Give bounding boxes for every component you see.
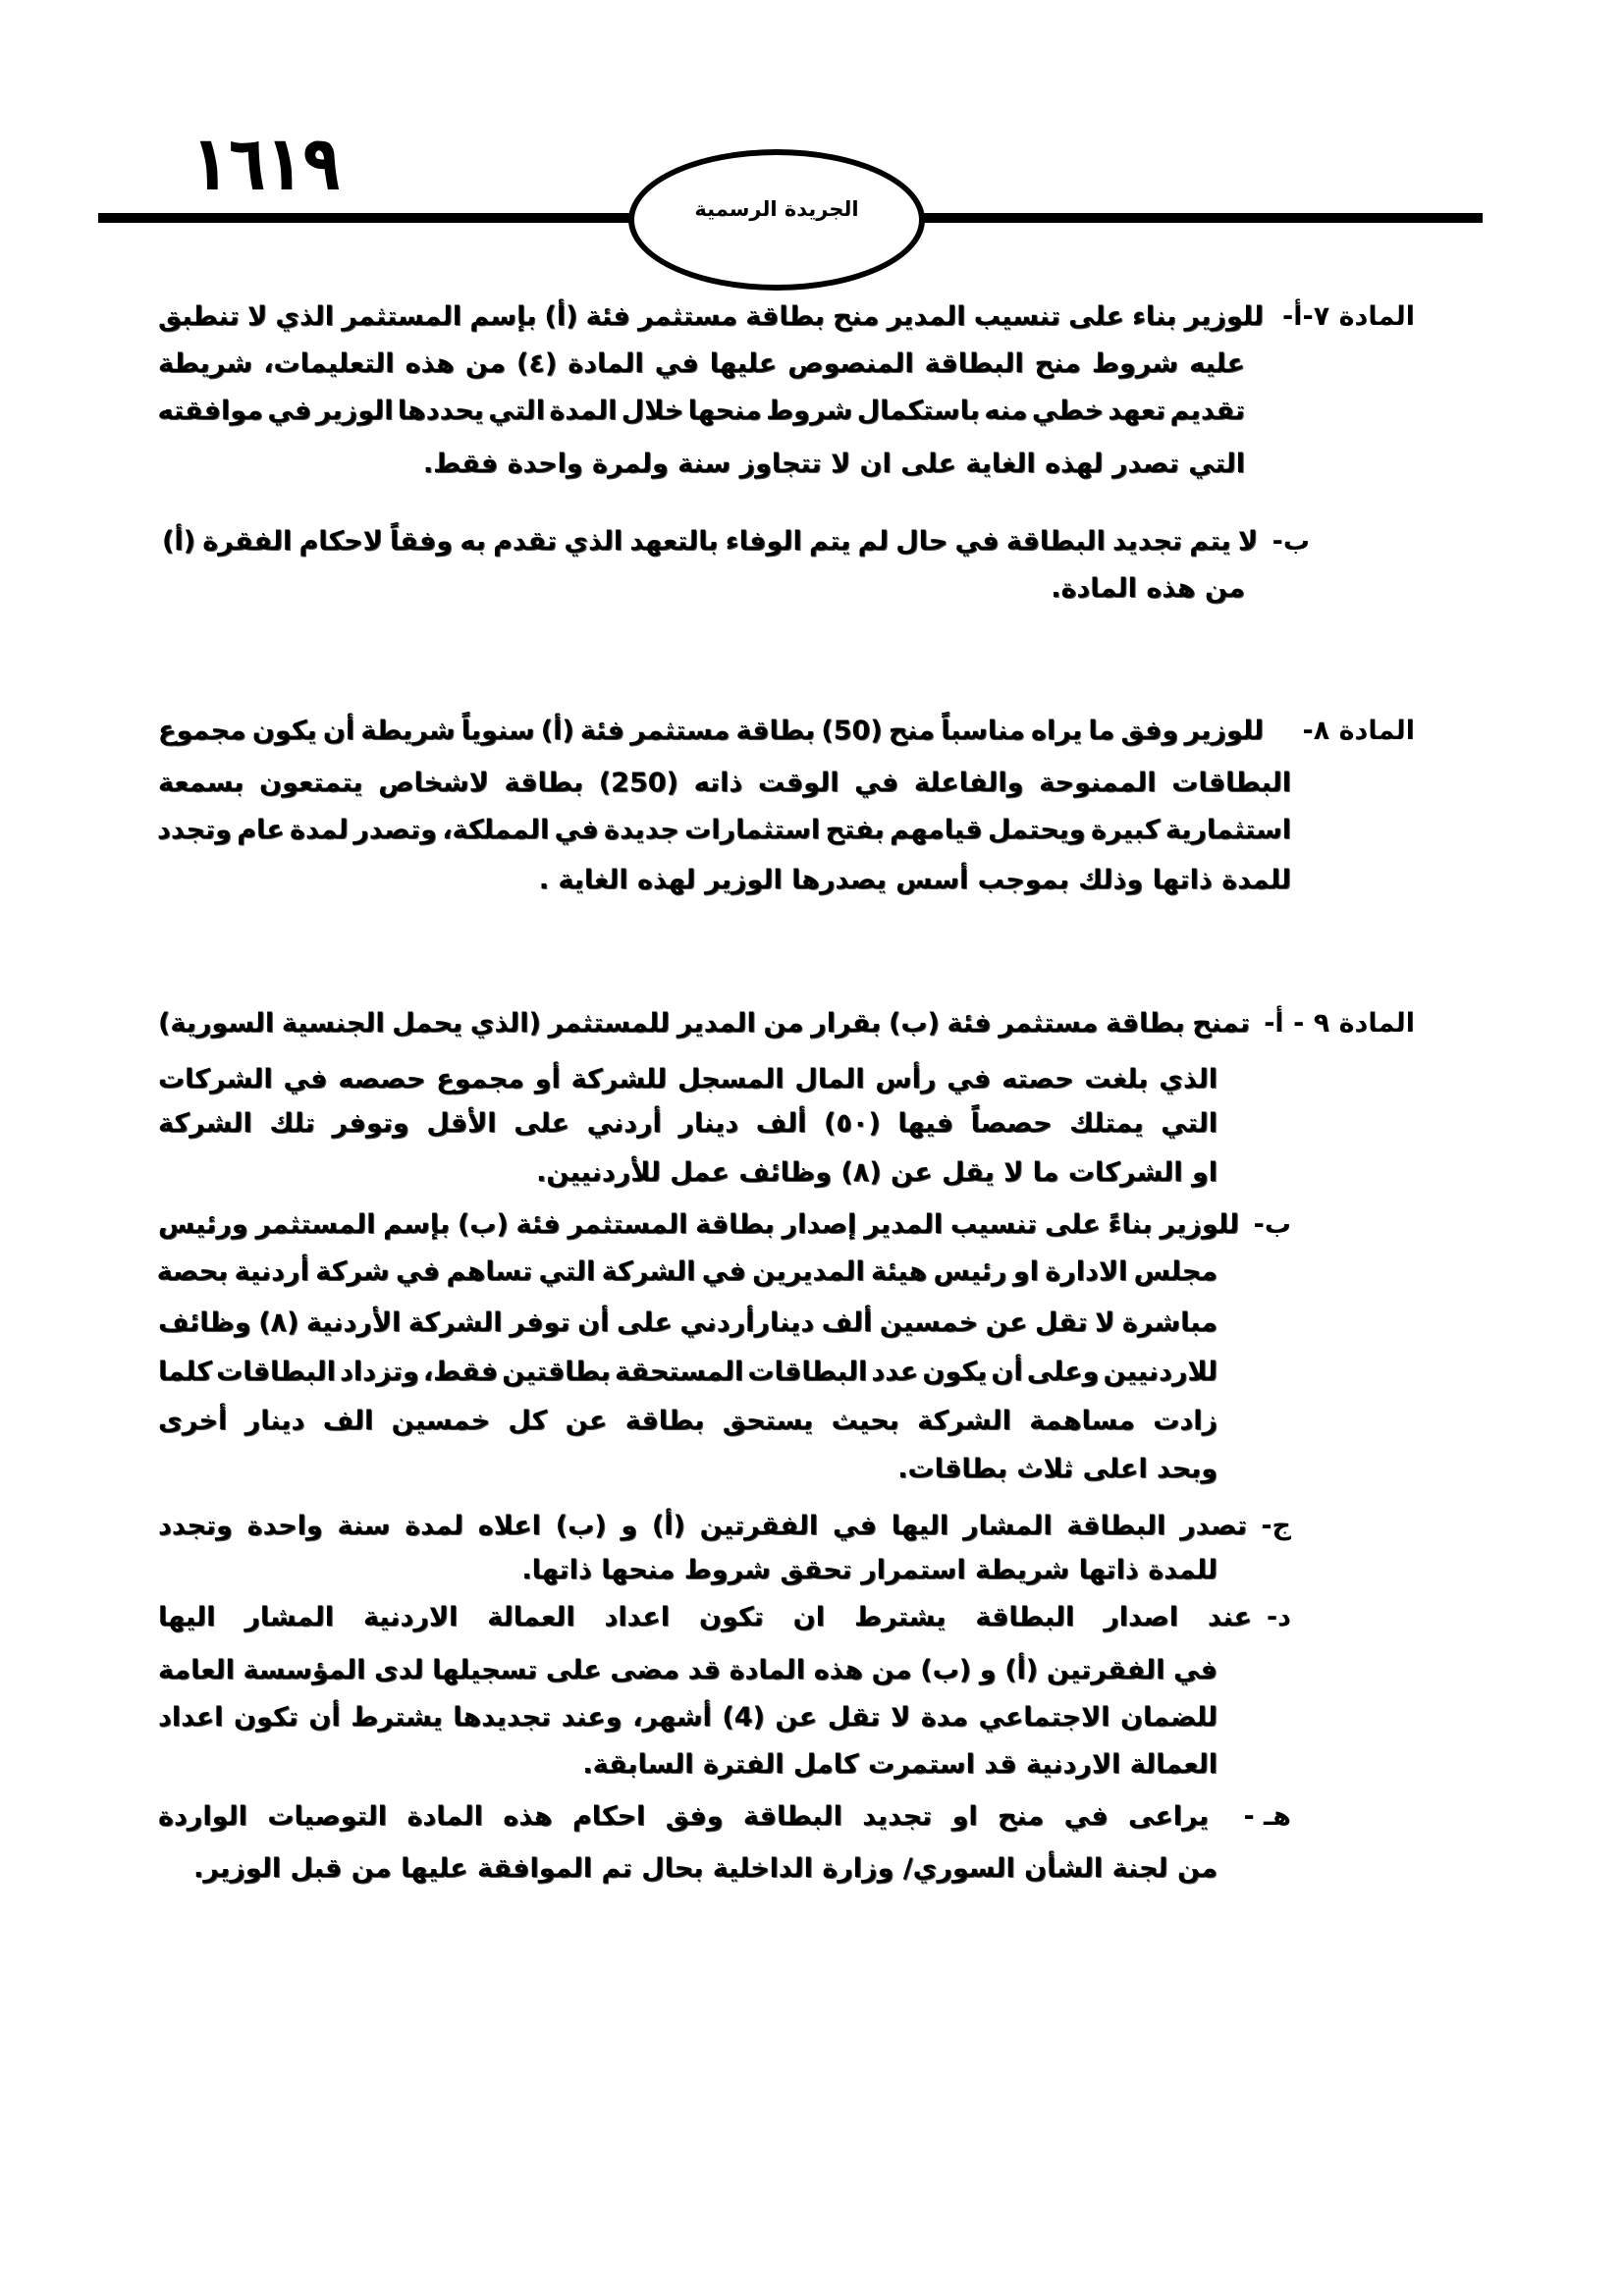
text-line: البطاقات الممنوحة والفاعلة في الوقت ذاته (250) بطاقة لاشخاص يتمتعون بسمعة [158,768,1292,798]
article-label: المادة ٧-أ- [1282,301,1415,332]
text-line: للاردنيين وعلى أن يكون عدد البطاقات المستحقة بطاقتين فقط، وتزداد البطاقات كلما [158,1357,1218,1387]
article-label: المادة ٩ - أ- [1264,1008,1415,1039]
text-line: للمدة ذاتها وذلك بموجب أسس يصدرها الوزير لهذه الغاية . [538,865,1291,895]
text-line: للضمان الاجتماعي مدة لا تقل عن (4) أشهر، وعند تجديدها يشترط أن تكون اعداد [158,1702,1218,1733]
article-label: المادة ٨- [1302,716,1415,746]
text-line: التي تصدر لهذه الغاية على ان لا تتجاوز سنة ولمرة واحدة فقط. [422,449,1245,479]
text-line: التي يمتلك حصصاً فيها (٥٠) ألف دينار أردني على الأقل وتوفر تلك الشركة [158,1108,1218,1139]
article-label: ج- [1261,1511,1291,1541]
article-label: ب- [1253,1209,1291,1240]
text-line: وبحد اعلى ثلاث بطاقات. [897,1454,1218,1484]
text-line: تصدر البطاقة المشار اليها في الفقرتين (أ) و (ب) اعلاه لمدة سنة واحدة وتجدد [158,1511,1247,1541]
article-label: هـ - [1243,1801,1291,1832]
text-line: للوزير بناء على تنسيب المدير منح بطاقة مستثمر فئة (أ) بإسم المستثمر الذي لا تنطبق [158,301,1264,332]
gazette-title: الجريدة الرسمية [694,197,859,221]
text-line: عند اصدار البطاقة يشترط ان تكون اعداد العمالة الاردنية المشار اليها [158,1602,1252,1632]
text-line: للوزير بناءً على تنسيب المدير إصدار بطاقة المستثمر فئة (ب) بإسم المستثمر ورئيس [158,1209,1239,1240]
text-line: من لجنة الشأن السوري/ وزارة الداخلية بحال تم الموافقة عليها من قبل الوزير. [193,1853,1218,1884]
text-line: عليه شروط منح البطاقة المنصوص عليها في المادة (٤) من هذه التعليمات، شريطة [158,348,1245,379]
text-line: للمدة ذاتها شريطة استمرار تحقق شروط منحها ذاتها. [521,1555,1218,1585]
text-line: تقديم تعهد خطي منه باستكمال شروط منحها خلال المدة التي يحددها الوزير في موافقته [157,396,1245,426]
article-label: د- [1266,1602,1291,1632]
text-line: الذي بلغت حصته في رأس المال المسجل للشركة أو مجموع حصصه في الشركات [158,1064,1218,1095]
article-label: ب- [1272,526,1310,557]
text-line: زادت مساهمة الشركة بحيث يستحق بطاقة عن كل خمسين الف دينار أخرى [158,1406,1218,1436]
text-line: او الشركات ما لا يقل عن (٨) وظائف عمل للأردنيين. [536,1157,1218,1188]
text-line: يراعى في منح او تجديد البطاقة وفق احكام هذه المادة التوصيات الواردة [158,1801,1209,1832]
gazette-seal [628,149,925,291]
text-line: العمالة الاردنية قد استمرت كامل الفترة السابقة. [582,1749,1218,1780]
text-line: لا يتم تجديد البطاقة في حال لم يتم الوفاء بالتعهد الذي تقدم به وفقاً لاحكام الفقرة (أ) [162,526,1258,557]
text-line: تمنح بطاقة مستثمر فئة (ب) بقرار من المدير للمستثمر (الذي يحمل الجنسية السورية) [158,1008,1250,1039]
text-line: في الفقرتين (أ) و (ب) من هذه المادة قد مضى على تسجيلها لدى المؤسسة العامة [158,1655,1218,1685]
page-number: ١٦١٩ [191,118,341,208]
text-line: استثمارية كبيرة ويحتمل قيامهم بفتح استثمارات جديدة في المملكة، وتصدر لمدة عام وتجدد [157,815,1291,845]
text-line: من هذه المادة. [1051,573,1245,604]
text-line: مجلس الادارة او رئيس هيئة المديرين في الشركة التي تساهم في شركة أردنية بحصة [156,1256,1218,1287]
text-line: للوزير وفق ما يراه مناسباً منح (50) بطاقة مستثمر فئة (أ) سنوياً شريطة أن يكون مجموع [158,716,1264,746]
text-line: مباشرة لا تقل عن خمسين ألف دينارأردني على أن توفر الشركة الأردنية (٨) وظائف [158,1308,1218,1338]
